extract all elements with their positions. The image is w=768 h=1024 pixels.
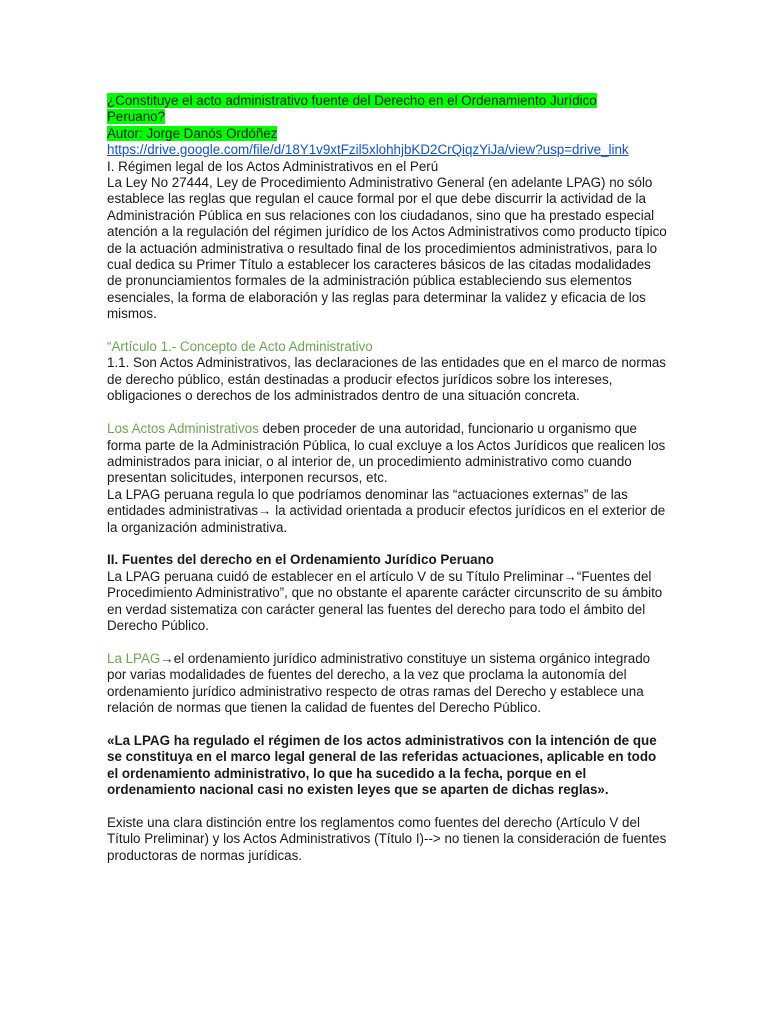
lpag-body: →el ordenamiento jurídico administrativo constituye un sistema orgánico integrado por varias modalidades de fuentes del derecho, a la vez que proclama la autonomía del ordenamiento jurídico administrativo respecto de otras ramas del Derecho y establece una relación de normas que tienen la calidad de fuentes del Derecho Público.: [107, 650, 651, 715]
actos-lead: Los Actos Administrativos: [107, 421, 259, 437]
document-title: [107, 93, 667, 126]
title-line-2: Peruano?: [107, 109, 166, 125]
article-1-title: “Artículo 1.- Concepto de Acto Administrativo: [107, 339, 373, 355]
actos-paragraph: [107, 421, 667, 487]
link-line: [107, 142, 667, 158]
article-1-body: 1.1. Son Actos Administrativos, las declaraciones de las entidades que en el marco de normas de derecho público, están destinadas a producir efectos jurídicos sobre los intereses, obligaciones o derechos de los administrados dentro de una situación concreta.: [107, 355, 666, 404]
quote-paragraph: «La LPAG ha regulado el régimen de los actos administrativos con la intención de que se constituya en el marco legal general de las referidas actuaciones, aplicable en todo el ordenamiento administrativo, lo que ha sucedido a la fecha, porque en el ordenamiento nacional casi no existen leyes que se aparten de dichas reglas».: [107, 732, 657, 797]
actos-body: deben proceder de una autoridad, funcionario u organismo que forma parte de la Administración Pública, lo cual excluye a los Actos Jurídicos que realicen los administrados para iniciar, o al interior de, un procedimiento administrativo como cuando presentan solicitudes, interponen recursos, etc.: [107, 421, 666, 486]
document-body: [107, 93, 667, 864]
actos-paragraph-2: La LPAG peruana regula lo que podríamos denominar las “actuaciones externas” de las entidades administrativas→ la actividad orientada a producir efectos jurídicos en el exterior de la organización administrativa.: [107, 486, 666, 535]
section-1-paragraph: La Ley No 27444, Ley de Procedimiento Administrativo General (en adelante LPAG) no sólo establece las reglas que regulan el cauce formal por el que debe discurrir la actividad de la Administración Pública en sus relaciones con los ciudadanos, sino que ha prestado especial atención a la regulación del régimen jurídico de los Actos Administrativos como producto típico de la actuación administrativa o resultado final de los procedimientos administrativos, para lo cual dedica su Primer Título a establecer los caracteres básicos de las citadas modalidades de pronunciamientos formales de la administración pública estableciendo sus elementos esenciales, la forma de elaboración y las reglas para determinar la validez y eficacia de los mismos.: [107, 175, 667, 322]
author-line: [107, 126, 667, 142]
author-name: Autor: Jorge Danós Ordóñez: [107, 125, 278, 141]
lpag-lead: La LPAG: [107, 650, 161, 666]
section-2-heading: II. Fuentes del derecho en el Ordenamiento Jurídico Peruano: [107, 552, 494, 568]
section-1-heading: I. Régimen legal de los Actos Administrativos en el Perú: [107, 158, 439, 174]
section-2-line-2: Procedimiento Administrativo”, que no obstante el aparente carácter circunscrito de su ámbito en verdad sistematiza con carácter general las fuentes del derecho para todo el ámbito del Derecho Público.: [107, 585, 663, 633]
title-line-1: ¿Constituye el acto administrativo fuente del Derecho en el Ordenamiento Jurídico: [107, 93, 597, 108]
lpag-paragraph: [107, 651, 667, 717]
section-2-line-1: La LPAG peruana cuidó de establecer en el artículo V de su Título Preliminar→“Fuentes del: [107, 568, 652, 584]
closing-paragraph: Existe una clara distinción entre los reglamentos como fuentes del derecho (Artículo V del Título Preliminar) y los Actos Administrativos (Título I)--> no tienen la consideración de fuentes productoras de normas jurídicas.: [107, 814, 667, 863]
drive-link[interactable]: https://drive.google.com/file/d/18Y1v9xtFzil5xlohhjbKD2CrQiqzYiJa/view?usp=drive_link: [107, 142, 629, 158]
